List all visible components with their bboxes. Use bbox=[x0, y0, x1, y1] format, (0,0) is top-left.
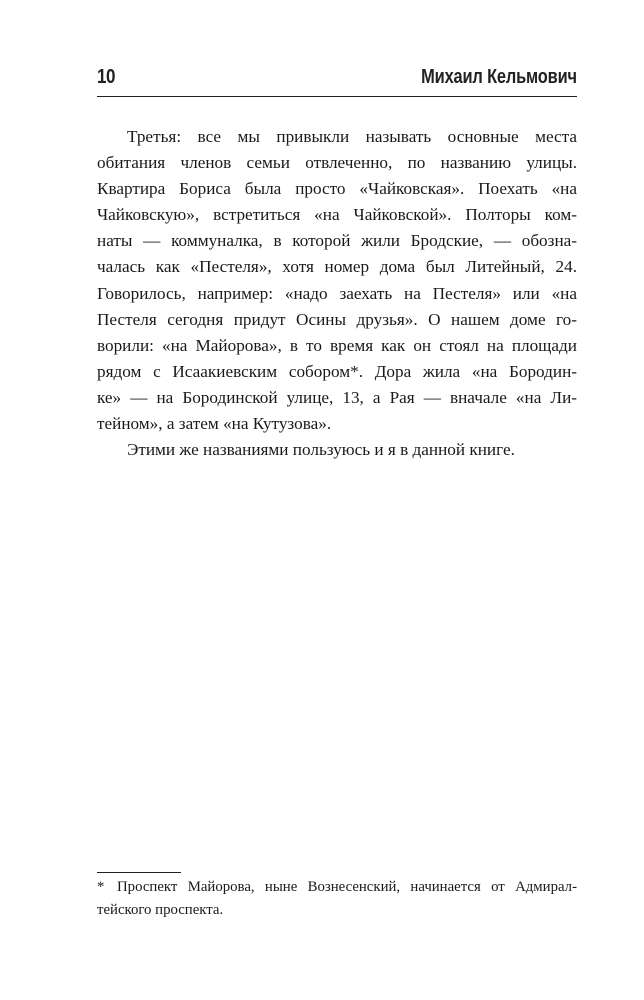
text-line: тейном», а затем «на Кутузова». bbox=[97, 414, 332, 434]
paragraph-1 bbox=[97, 124, 577, 437]
author-name: Михаил Кельмович bbox=[421, 66, 577, 88]
footnote-line: тейского проспекта. bbox=[97, 902, 224, 918]
text-line: Квартира Бориса была просто «Чайковская». Поехать «на bbox=[97, 179, 577, 199]
text-line: наты — коммуналка, в которой жили Бродские, — обозна- bbox=[97, 231, 577, 251]
running-head bbox=[97, 66, 577, 96]
text-line: чалась как «Пестеля», хотя номер дома был Литейный, 24. bbox=[97, 257, 577, 277]
text-line: Этими же названиями пользуюсь и я в данной книге. bbox=[127, 440, 515, 460]
text-line: обитания членов семьи отвлеченно, по названию улицы. bbox=[97, 153, 577, 173]
footnote-marker: * bbox=[97, 879, 105, 895]
text-line: Пестеля сегодня придут Осины друзья». О нашем доме го- bbox=[97, 309, 577, 329]
header-rule bbox=[97, 96, 577, 97]
paragraph-2 bbox=[97, 437, 577, 463]
footnote-text: Проспект Майорова, ныне Вознесенский, начинается от Адмирал- bbox=[117, 879, 577, 895]
text-line: Говорилось, например: «надо заехать на Пестеля» или «на bbox=[97, 283, 577, 303]
footnote-rule bbox=[97, 872, 181, 873]
footnote-line bbox=[97, 876, 577, 899]
text-line: Третья: все мы привыкли называть основные места bbox=[127, 127, 577, 146]
text-line: ворили: «на Майорова», в то время как он стоял на площади bbox=[97, 335, 577, 355]
body-text bbox=[97, 124, 577, 463]
text-line: Чайковскую», встретиться «на Чайковской». Полторы ком- bbox=[97, 205, 577, 225]
text-line: рядом с Исаакиевским собором*. Дора жила «на Бородин- bbox=[97, 361, 577, 381]
text-line: ке» — на Бородинской улице, 13, а Рая — вначале «на Ли- bbox=[97, 387, 577, 407]
page-number: 10 bbox=[97, 66, 116, 88]
footnote bbox=[97, 876, 577, 922]
